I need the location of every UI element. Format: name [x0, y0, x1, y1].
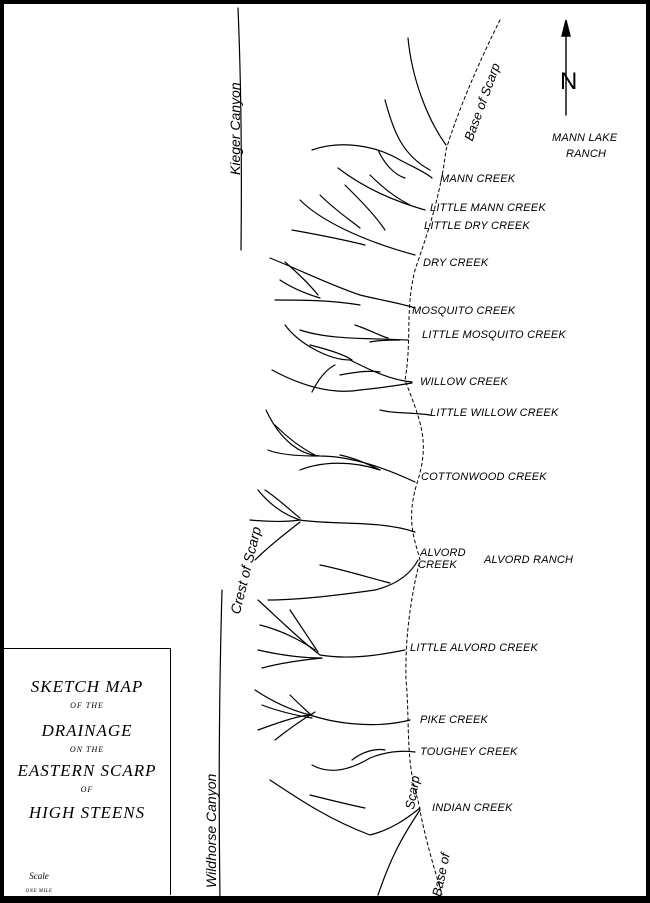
title-cartouche — [4, 648, 171, 895]
creek-label-toughey: TOUGHEY CREEK — [420, 746, 518, 758]
base-of-scarp-label-top: Base of Scarp — [461, 60, 504, 143]
place-label-mann-lake: MANN LAKE — [552, 132, 618, 144]
creek-label-little-mann: LITTLE MANN CREEK — [430, 202, 546, 214]
creek-label-cottonwood: COTTONWOOD CREEK — [421, 471, 547, 483]
scarp-label-bottom: Scarp — [402, 774, 423, 811]
north-letter: N — [560, 68, 578, 95]
place-label-alvord-ranch: ALVORD RANCH — [484, 554, 574, 566]
creek-label-mosquito: MOSQUITO CREEK — [412, 305, 516, 317]
base-of-scarp-line — [402, 20, 504, 895]
place-label-mann-lake-ranch: RANCH — [566, 148, 607, 160]
title-line-of-the: OF THE — [70, 701, 104, 710]
base-of-scarp-label-bottom: Base of — [429, 851, 453, 898]
creek-label-little-mosquito: LITTLE MOSQUITO CREEK — [422, 329, 566, 341]
wildhorse-canyon-line — [219, 590, 222, 900]
title-line-high-steens: HIGH STEENS — [28, 803, 146, 822]
creek-label-dry: DRY CREEK — [423, 257, 489, 269]
creek-label-little-willow: LITTLE WILLOW CREEK — [430, 407, 559, 419]
title-line-drainage: DRAINAGE — [41, 721, 133, 740]
creek-label-little-alvord: LITTLE ALVORD CREEK — [410, 642, 539, 654]
creek-label-alvord-2: CREEK — [418, 559, 457, 571]
scale-label: Scale — [29, 871, 49, 881]
creek-label-pike: PIKE CREEK — [420, 714, 489, 726]
creek-label-willow: WILLOW CREEK — [420, 376, 508, 388]
kieger-canyon-label: Kieger Canyon — [227, 82, 243, 175]
title-line-eastern-scarp: EASTERN SCARP — [17, 761, 157, 780]
stream-network — [250, 38, 446, 895]
creek-label-indian: INDIAN CREEK — [432, 802, 513, 814]
wildhorse-canyon-label: Wildhorse Canyon — [203, 773, 219, 888]
creek-label-little-dry: LITTLE DRY CREEK — [424, 220, 530, 232]
title-line-on-the: ON THE — [69, 745, 105, 754]
scale-unit-label: ONE MILE — [25, 889, 53, 894]
title-line-of: OF — [80, 785, 94, 794]
creek-label-alvord-1: ALVORD — [420, 547, 466, 559]
title-line-sketch-map: SKETCH MAP — [30, 677, 144, 696]
creek-label-mann: MANN CREEK — [440, 173, 516, 185]
crest-of-scarp-label: Crest of Scarp — [227, 524, 265, 616]
